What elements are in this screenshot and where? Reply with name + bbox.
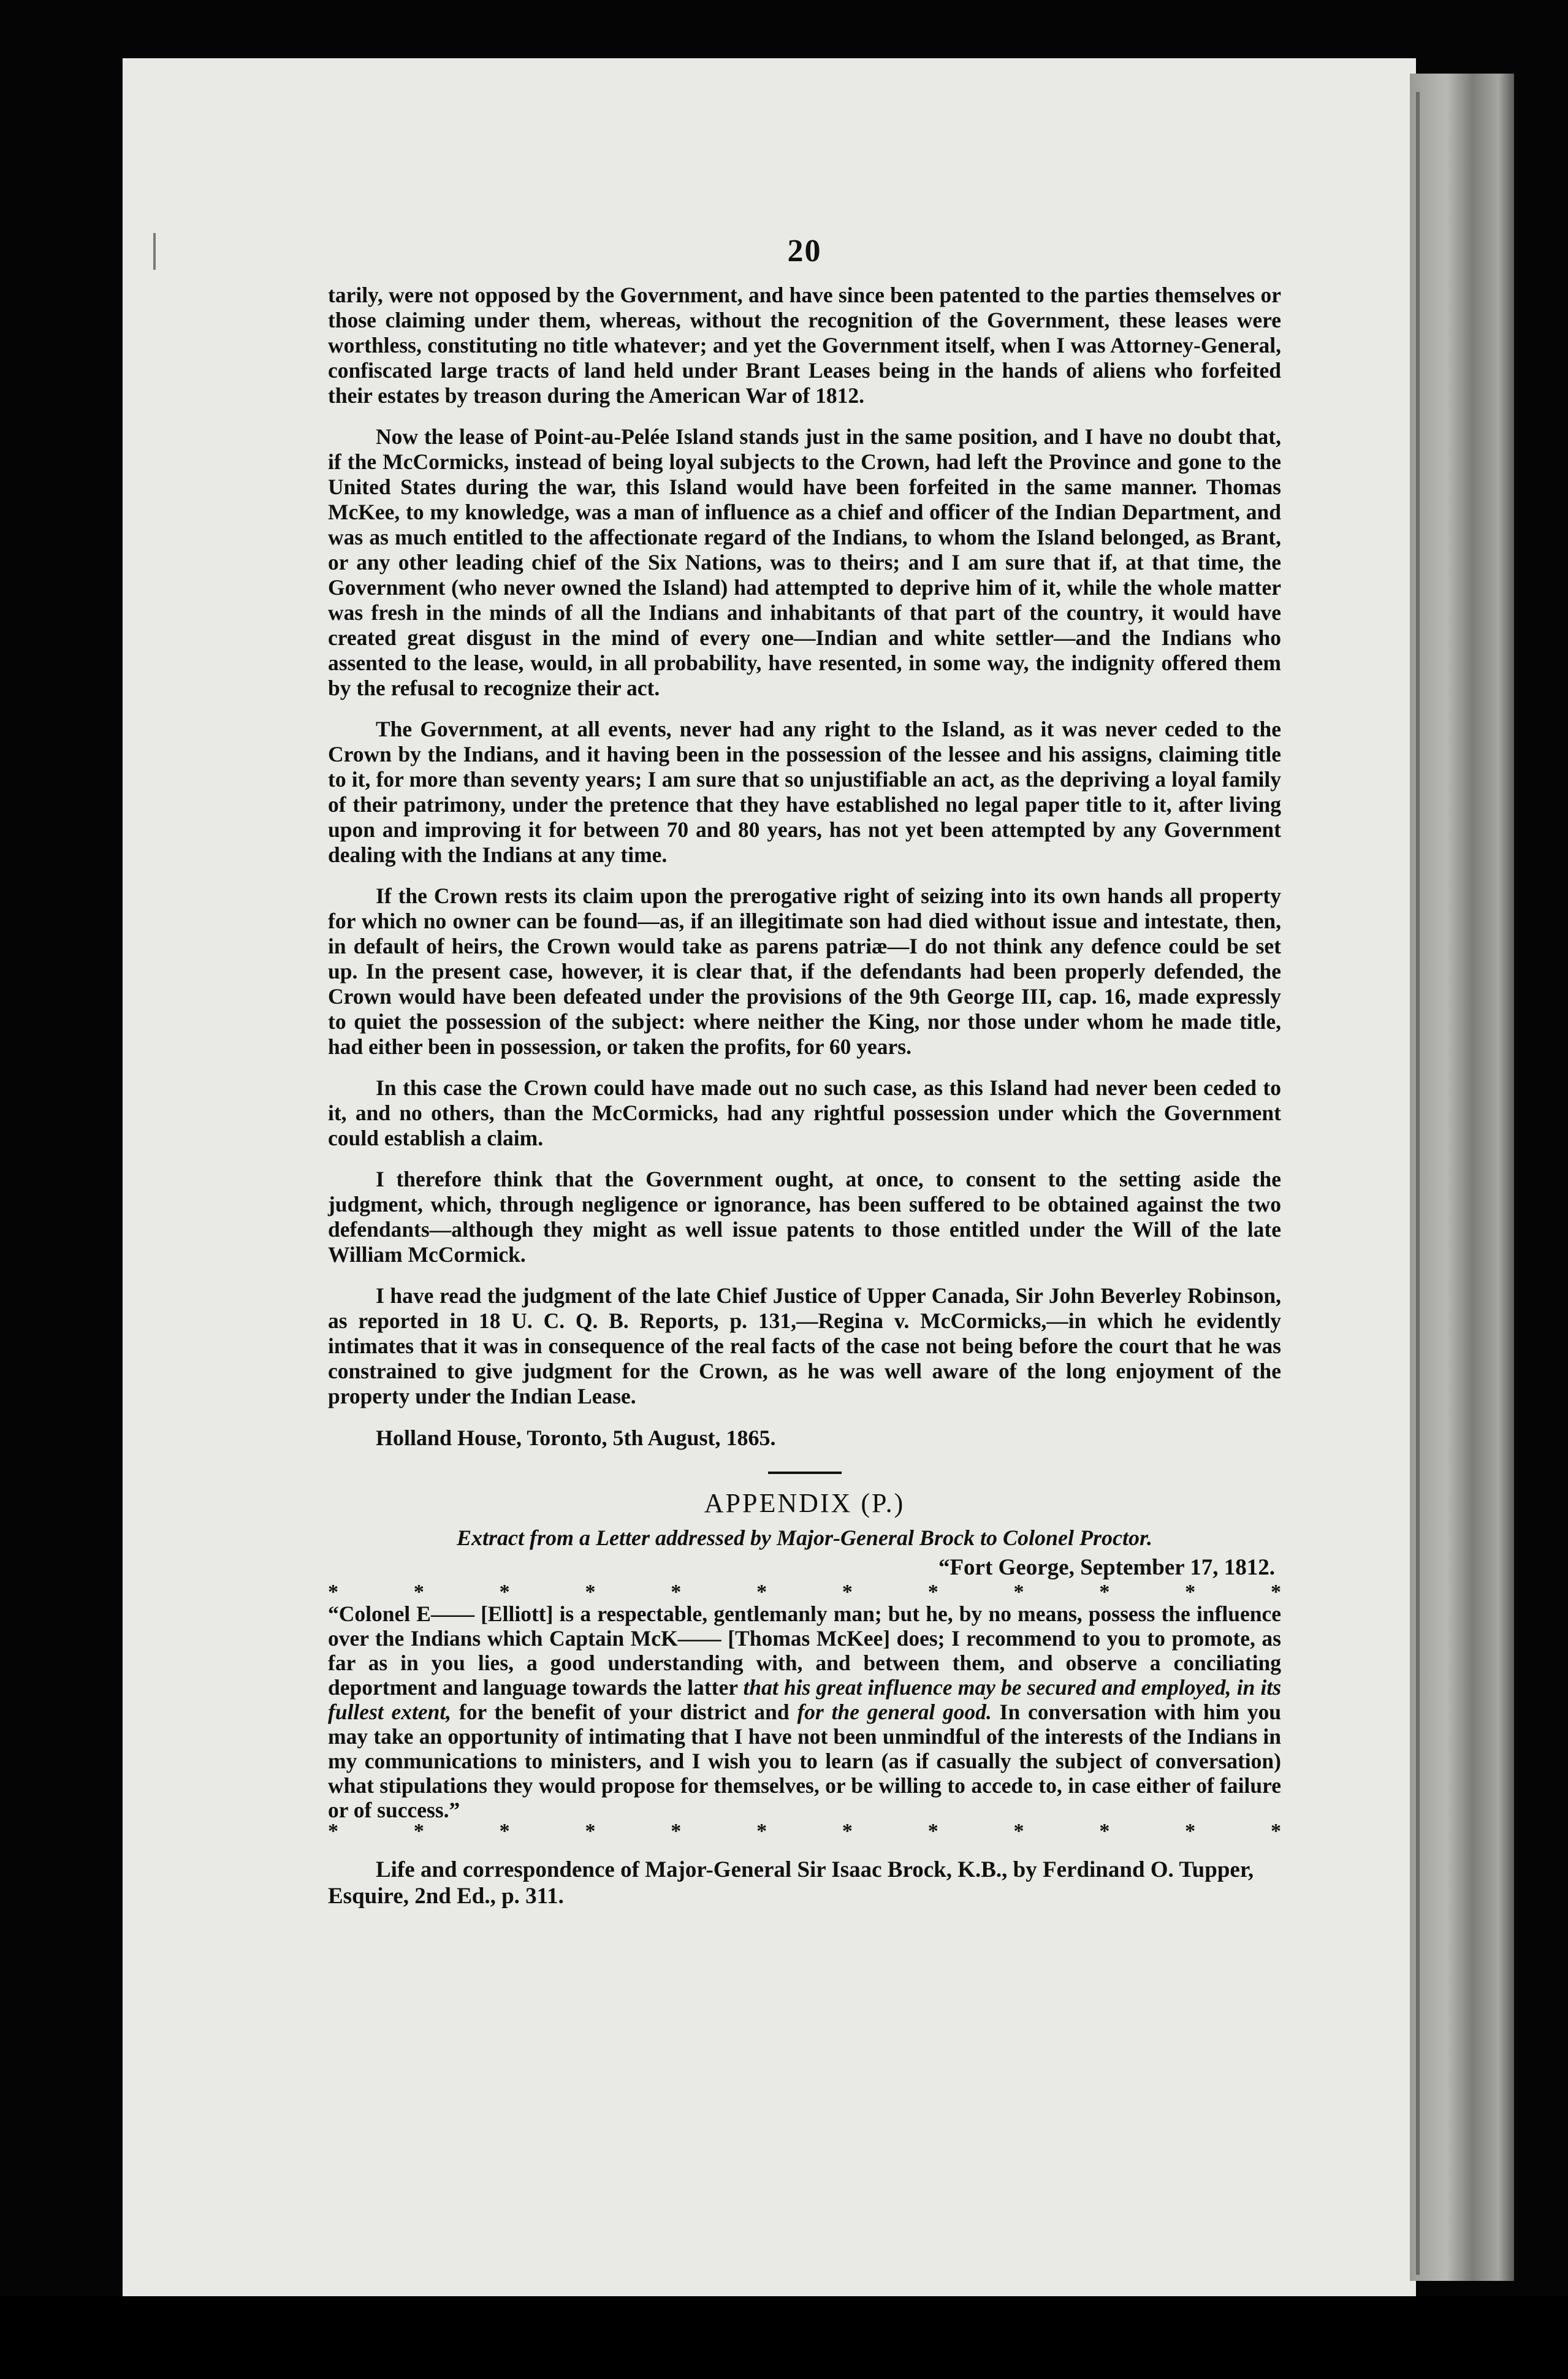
source-citation: Life and correspondence of Major-General Sir Isaac Brock, K.B., by Ferdinand O. Tupper, Esquire, 2nd Ed., p. 311. bbox=[328, 1857, 1254, 1909]
star: * bbox=[756, 1581, 767, 1603]
scan-bottom-border bbox=[0, 2296, 1568, 2379]
star: * bbox=[927, 1820, 938, 1842]
appendix-title: APPENDIX (P.) bbox=[704, 1488, 905, 1518]
letter-text-2: for the benefit of your district and bbox=[459, 1700, 790, 1724]
star: * bbox=[328, 1820, 338, 1842]
paragraph-5: In this case the Crown could have made out no such case, as this Island had never been ceded to it, and no others, than the McCormicks, had any rightful possession under which the Government could establish a claim. bbox=[328, 1075, 1281, 1150]
paragraph-1: tarily, were not opposed by the Government, and have since been patented to the parties themselves or those claiming under them, whereas, without the recognition of the Government, these leases were worthless, constituting no title whatever; and yet the Government itself, when I was Attorney-General, confiscated large tracts of land held under Brant Leases being in the hands of aliens who forfeited their estates by treason during the American War of 1812. bbox=[328, 283, 1281, 408]
letter-dateline: “Fort George, September 17, 1812. bbox=[938, 1555, 1275, 1580]
star: * bbox=[1270, 1820, 1281, 1842]
paragraph-4: If the Crown rests its claim upon the prerogative right of seizing into its own hands all property for which no owner can be found—as, if an illegitimate son had died without issue and intestate, then, in default of heirs, the Crown would take as parens patriæ—I do not think any defence could be set up. In the present case, however, it is clear that, if the defendants had been properly defended, the Crown would have been defeated under the provisions of the 9th George III, cap. 16, made expressly to quiet the possession of the subject: where neither the King, nor those under whom he made title, had either been in possession, or taken the profits, for 60 years. bbox=[328, 884, 1281, 1059]
star: * bbox=[842, 1581, 853, 1603]
letter-extract bbox=[328, 1602, 1281, 1822]
page-edge-stack bbox=[1410, 74, 1514, 2281]
star: * bbox=[413, 1820, 424, 1842]
star: * bbox=[1099, 1581, 1110, 1603]
section-divider bbox=[768, 1472, 842, 1474]
star: * bbox=[499, 1820, 510, 1842]
letter-text-3: In conversation with him you may take an opportunity of intimating that I have not been unmindful of the interests of the Indians in my communications to ministers, and I wish you to learn (as if casually the subject of conversation) what stipulations they would propose for themselves, or be willing to accede to, in case either of failure or of success.” bbox=[328, 1700, 1282, 1822]
letter-emphasis-1: that his great influence may be secured and employed, in its fullest extent, bbox=[328, 1675, 1282, 1724]
letter-text-1: “Colonel E—— [Elliott] is a respectable, gentlemanly man; but he, by no means, possess the influence over the Indians which Captain McK—— [Thomas McKee] does; I recommend to you to promote, as far as in you lies, a good understanding with, and between them, and observe a conciliating deportment and language towards the latter bbox=[328, 1602, 1281, 1700]
paragraph-6: I therefore think that the Government ought, at once, to consent to the setting aside the judgment, which, through negligence or ignorance, has been suffered to be obtained against the two defendants—although they might as well issue patents to those entitled under the Will of the late William McCormick. bbox=[328, 1167, 1281, 1267]
paragraph-3: The Government, at all events, never had any right to the Island, as it was never ceded to the Crown by the Indians, and it having been in the possession of the lessee and his assigns, claiming title to it, for more than seventy years; I am sure that so unjustifiable an act, as the depriving a loyal family of their patrimony, under the pretence that they have established no legal paper title to it, after living upon and improving it for between 70 and 80 years, has not yet been attempted by any Government dealing with the Indians at any time. bbox=[328, 717, 1281, 867]
star: * bbox=[1185, 1581, 1196, 1603]
star: * bbox=[756, 1820, 767, 1842]
star: * bbox=[328, 1581, 338, 1603]
star: * bbox=[1270, 1581, 1281, 1603]
star: * bbox=[585, 1820, 596, 1842]
page-number: 20 bbox=[787, 234, 822, 269]
page-edge-line bbox=[1416, 92, 1420, 2275]
star: * bbox=[842, 1820, 853, 1842]
ellipsis-stars-bottom bbox=[328, 1822, 1281, 1841]
star: * bbox=[1013, 1820, 1024, 1842]
star: * bbox=[1013, 1581, 1024, 1603]
letter-emphasis-2: for the general good. bbox=[797, 1700, 992, 1724]
star: * bbox=[585, 1581, 596, 1603]
star: * bbox=[499, 1581, 510, 1603]
paragraph-2: Now the lease of Point-au-Pelée Island stands just in the same position, and I have no doubt that, if the McCormicks, instead of being loyal subjects to the Crown, had left the Province and gone to the United States during the war, this Island would have been forfeited in the same manner. Thomas McKee, to my knowledge, was a man of influence as a chief and officer of the Indian Department, and was as much entitled to the affectionate regard of the Indians, to whom the Island belonged, as Brant, or any other leading chief of the Six Nations, was to theirs; and I am sure that if, at that time, the Government (who never owned the Island) had attempted to deprive him of it, while the whole matter was fresh in the minds of all the Indians and inhabitants of that part of the country, it would have created great disgust in the mind of every one—Indian and white settler—and the Indians who assented to the lease, would, in all probability, have resented, in some way, the indignity offered them by the refusal to recognize their act. bbox=[328, 424, 1281, 700]
star: * bbox=[1099, 1820, 1110, 1842]
star: * bbox=[927, 1581, 938, 1603]
star: * bbox=[1185, 1820, 1196, 1842]
ellipsis-stars-top bbox=[328, 1583, 1281, 1602]
signoff: Holland House, Toronto, 5th August, 1865. bbox=[376, 1426, 776, 1450]
page-content bbox=[328, 233, 1281, 1909]
star: * bbox=[671, 1581, 682, 1603]
star: * bbox=[413, 1581, 424, 1603]
binding-mark bbox=[153, 233, 156, 270]
extract-title: Extract from a Letter addressed by Major-General Brock to Colonel Proctor. bbox=[457, 1526, 1152, 1550]
paragraph-7: I have read the judgment of the late Chief Justice of Upper Canada, Sir John Beverley Robinson, as reported in 18 U. C. Q. B. Reports, p. 131,—Regina v. McCormicks,—in which he evidently intimates that it was in consequence of the real facts of the case not being before the court that he was constrained to give judgment for the Crown, as he was well aware of the long enjoyment of the property under the Indian Lease. bbox=[328, 1283, 1281, 1408]
star: * bbox=[671, 1820, 682, 1842]
